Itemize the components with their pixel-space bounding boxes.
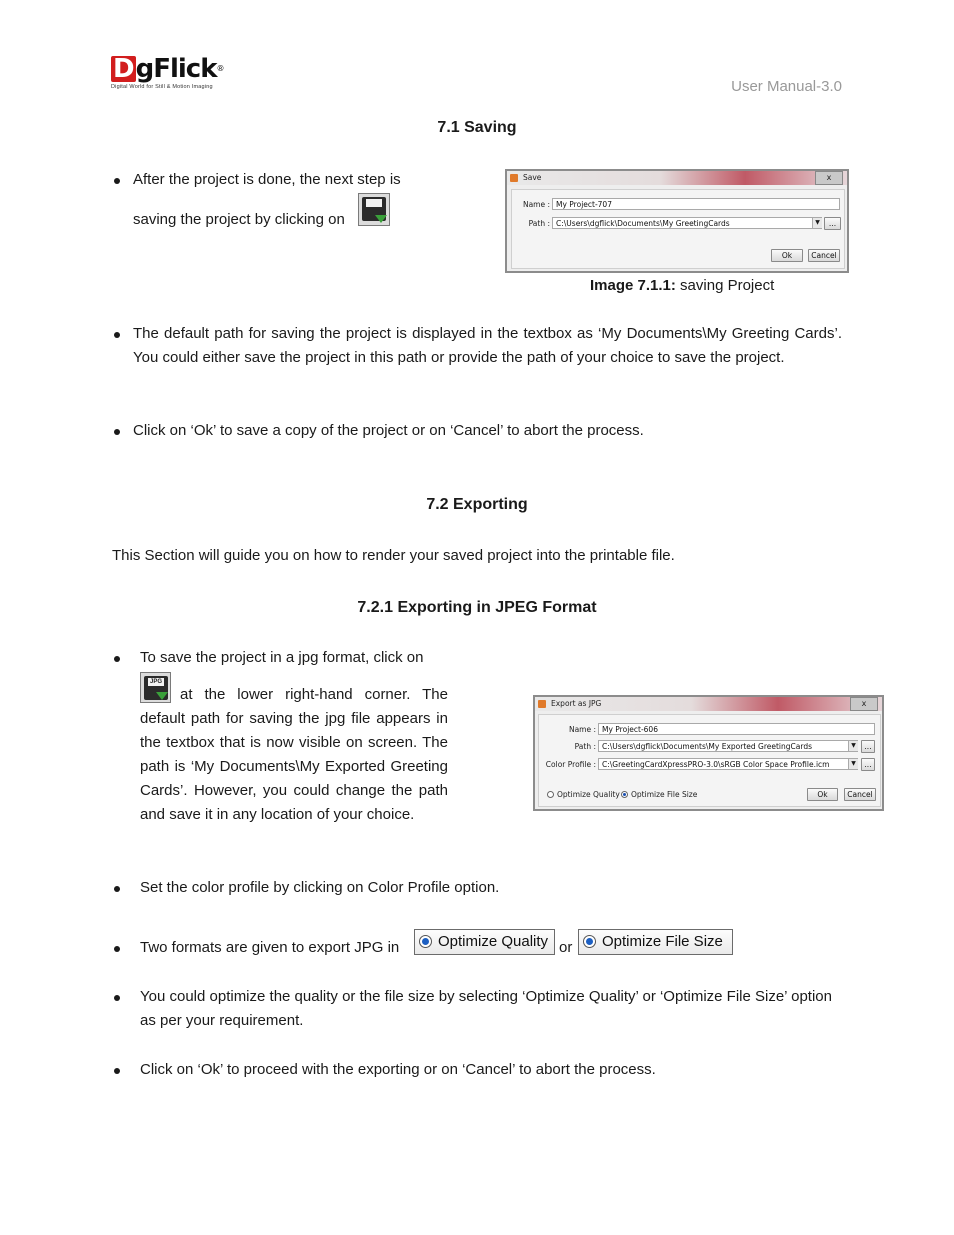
dgflick-logo: DgFlick® Digital World for Still & Motion Imaging [111, 54, 224, 90]
bullet-dot [114, 946, 120, 952]
bullet-dot [114, 886, 120, 892]
optimize-quality-image-label: Optimize Quality [438, 933, 549, 950]
chevron-down-icon[interactable]: ▼ [848, 759, 858, 769]
save-dialog-image [505, 169, 849, 273]
name-input[interactable]: My Project-707 [552, 198, 840, 210]
export-dialog-titlebar [535, 697, 882, 711]
ok-button[interactable]: Ok [807, 788, 838, 801]
bullet-dot [114, 1068, 120, 1074]
optimize-choice-text: You could optimize the quality or the file size by selecting ‘Optimize Quality’ or ‘Optimize File Size’ option as per your requirement. [140, 988, 832, 1029]
chevron-down-icon[interactable]: ▼ [848, 741, 858, 751]
close-icon[interactable]: x [815, 171, 843, 185]
jpeg-bullet-line1: To save the project in a jpg format, click on [140, 649, 424, 666]
optimize-quality-radio[interactable] [547, 790, 620, 799]
close-icon[interactable]: x [850, 697, 878, 711]
browse-button[interactable]: ... [824, 217, 841, 230]
saving-bullet-line1: After the project is done, the next step is [133, 171, 401, 188]
jpg-icon-label: JPG [149, 679, 162, 685]
export-dialog-title: Export as JPG [551, 699, 602, 708]
bullet-dot [114, 995, 120, 1001]
cancel-button[interactable]: Cancel [844, 788, 876, 801]
optimize-file-size-radio[interactable] [621, 790, 697, 799]
save-dialog-body [511, 189, 845, 269]
path-label: Path : [528, 219, 550, 228]
saving-ok-cancel-text: Click on ‘Ok’ to save a copy of the project or on ‘Cancel’ to abort the process. [133, 422, 644, 439]
or-text: or [559, 939, 573, 956]
optimize-file-size-radio-image [578, 929, 733, 955]
name-input[interactable]: My Project-606 [598, 723, 875, 735]
export-dialog-body [538, 714, 881, 807]
path-input[interactable]: C:\Users\dgflick\Documents\My GreetingCards [552, 217, 822, 229]
optimize-quality-radio-image [414, 929, 555, 955]
color-profile-input[interactable]: C:\GreetingCardXpressPRO-3.0\sRGB Color Space Profile.icm [598, 758, 858, 770]
name-label: Name : [568, 725, 596, 734]
save-dialog-titlebar [507, 171, 847, 185]
image-caption [590, 277, 774, 294]
logo-tagline: Digital World for Still & Motion Imaging [111, 84, 213, 90]
export-ok-cancel-text: Click on ‘Ok’ to proceed with the exporting or on ‘Cancel’ to abort the process. [140, 1061, 656, 1078]
cancel-button[interactable]: Cancel [808, 249, 840, 262]
caption-text: saving Project [675, 277, 775, 294]
caption-label: Image 7.1.1: [590, 277, 676, 294]
app-icon [510, 174, 518, 182]
optimize-quality-label: Optimize Quality [557, 790, 620, 799]
chevron-down-icon[interactable]: ▼ [812, 218, 822, 228]
two-formats-text: Two formats are given to export JPG in [140, 939, 400, 956]
optimize-file-size-label: Optimize File Size [631, 790, 698, 799]
export-dialog-image [533, 695, 884, 811]
jpeg-bullet-line2: at the lower right-hand corner. The [180, 686, 448, 703]
jpeg-bullet-rest: default path for saving the jpg file appears in the textbox that is now visible on screen. The path is ‘My Documents\My Exported Greeting Cards’. However, you could change the path and save it in any location of your choice. [140, 710, 448, 823]
browse-button[interactable]: ... [861, 740, 875, 753]
exporting-intro: This Section will guide you on how to render your saved project into the printable file. [112, 547, 675, 564]
bullet-dot [114, 656, 120, 662]
path-label: Path : [574, 742, 596, 751]
path-input[interactable]: C:\Users\dgflick\Documents\My Exported GreetingCards [598, 740, 858, 752]
name-label: Name : [522, 200, 550, 209]
logo-text-rest: gFlick [135, 54, 217, 84]
jpg-export-icon [140, 672, 171, 703]
optimize-file-size-image-label: Optimize File Size [602, 933, 723, 950]
radio-selected-icon [419, 935, 432, 948]
saving-default-path-text: The default path for saving the project is displayed in the textbox as ‘My Documents\My Greeting Cards’. You could either save the project in this path or provide the path of your choice to save the project. [133, 325, 842, 366]
bullet-dot [114, 178, 120, 184]
section-heading-saving: 7.1 Saving [437, 119, 517, 136]
bullet-dot [114, 332, 120, 338]
subsection-heading-jpeg: 7.2.1 Exporting in JPEG Format [357, 599, 597, 616]
manual-version: User Manual-3.0 [731, 78, 842, 95]
radio-selected-icon [583, 935, 596, 948]
save-icon [358, 193, 390, 226]
color-profile-label: Color Profile : [545, 760, 596, 769]
bullet-dot [114, 429, 120, 435]
color-profile-text: Set the color profile by clicking on Color Profile option. [140, 879, 500, 896]
section-heading-exporting: 7.2 Exporting [426, 496, 528, 513]
ok-button[interactable]: Ok [771, 249, 803, 262]
app-icon [538, 700, 546, 708]
save-dialog-title: Save [523, 173, 542, 182]
saving-bullet-line2: saving the project by clicking on [133, 211, 345, 228]
browse-button[interactable]: ... [861, 758, 875, 771]
